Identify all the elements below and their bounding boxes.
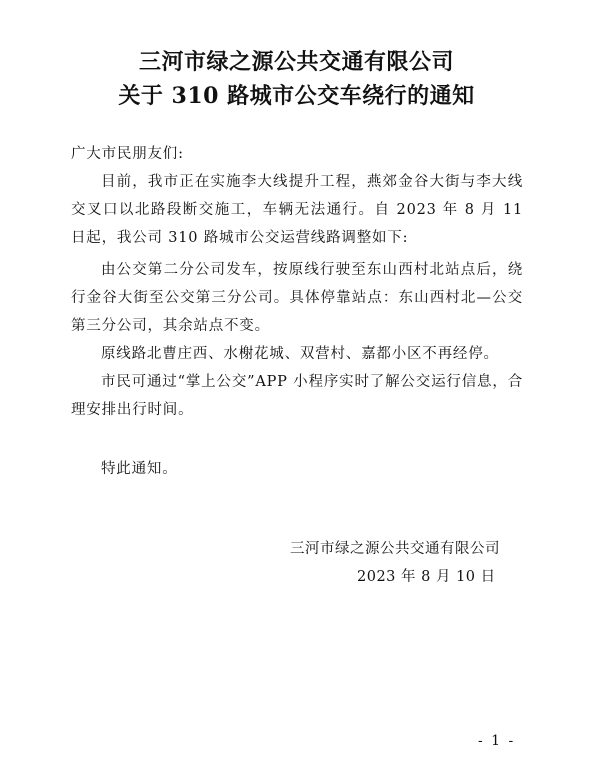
signature-date: 2023 年 8 月 10 日: [357, 569, 496, 585]
page-number: - 1 -: [478, 733, 516, 749]
paragraph-2: 由公交第二分公司发车，按原线行驶至东山西村北站点后，绕行金谷大街至公交第三分公司。具体停靠站点：东山西村北—公交第三分公司，其余站点不变。: [71, 262, 523, 334]
document-title-line-2: 关于 310 路城市公交车绕行的通知: [118, 83, 475, 109]
paragraph-1: 目前，我市正在实施李大线提升工程，燕郊金谷大街与李大线交叉口以北路段断交施工，车辆无法通行。自 2023 年 8 月 11 日起，我公司 310 路城市公交运营线路调整如下:: [71, 174, 523, 246]
paragraph-3: 原线路北曹庄西、水榭花城、双营村、嘉都小区不再经停。: [101, 346, 499, 362]
greeting: 广大市民朋友们:: [71, 146, 184, 162]
closing-remark: 特此通知。: [101, 461, 178, 477]
document-title-line-1: 三河市绿之源公共交通有限公司: [138, 49, 454, 75]
signature-organization: 三河市绿之源公共交通有限公司: [290, 541, 500, 557]
paragraph-4: 市民可通过“掌上公交”APP 小程序实时了解公交运行信息，合理安排出行时间。: [71, 374, 523, 418]
